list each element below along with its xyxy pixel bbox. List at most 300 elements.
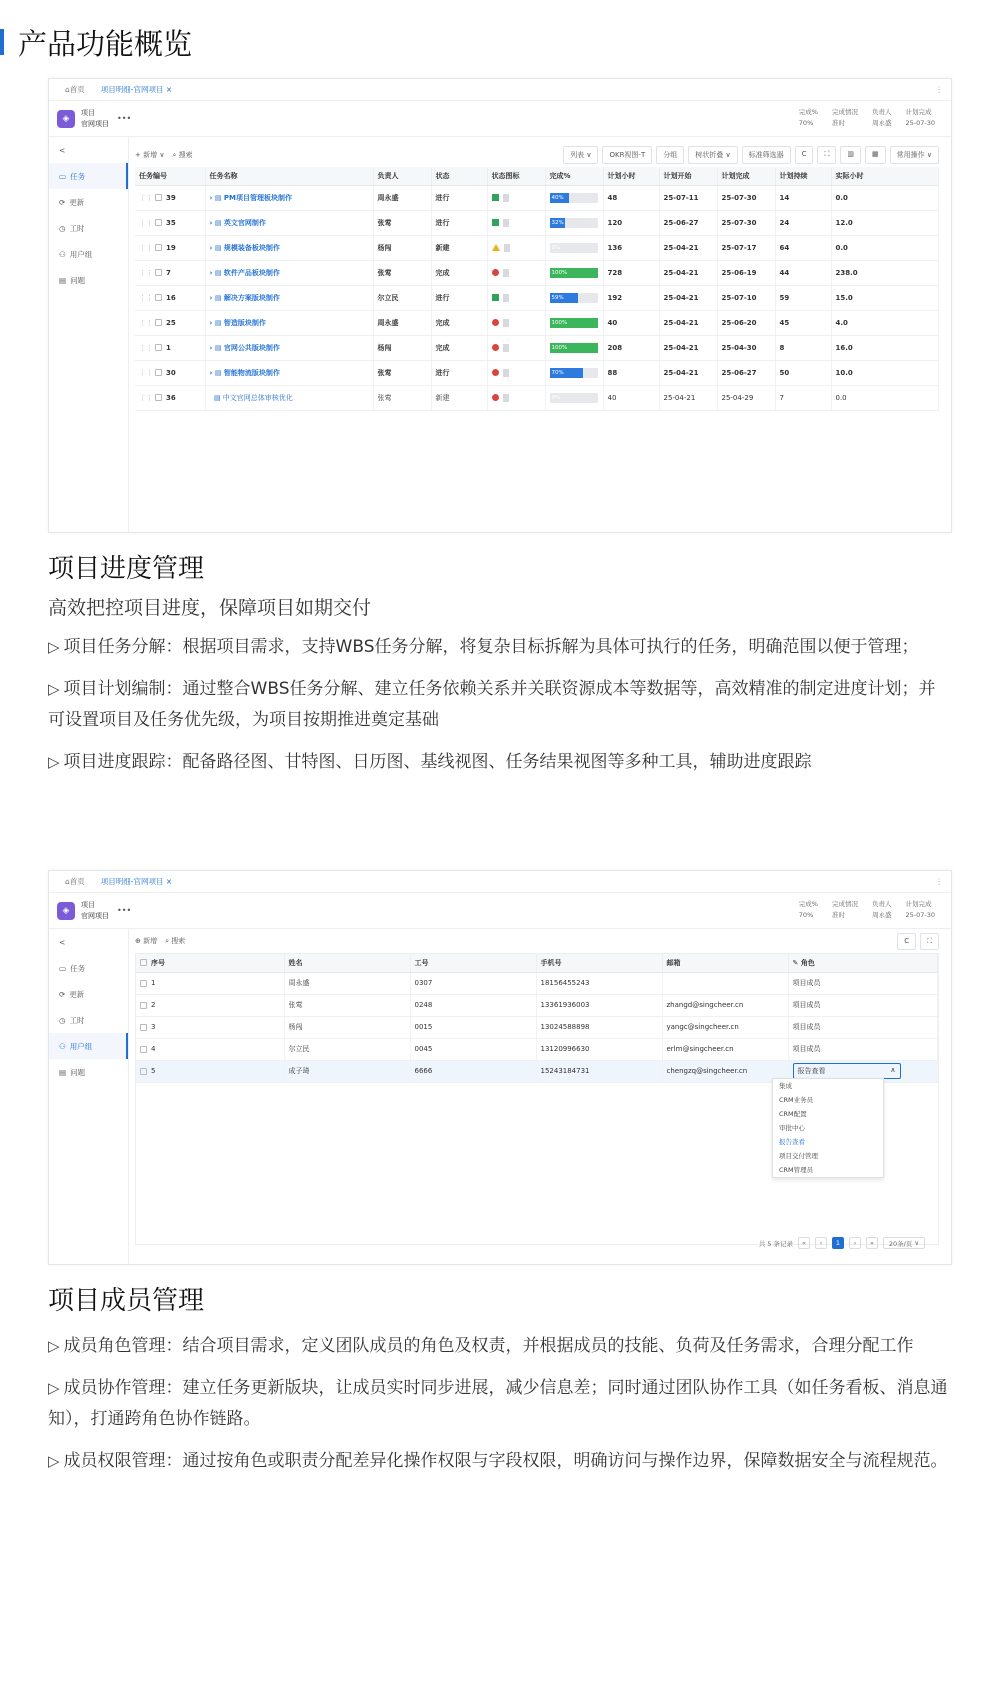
- task-id: 7: [166, 268, 171, 277]
- expand-chevron-icon[interactable]: ›: [209, 368, 215, 377]
- sidebar-icon: ▭: [59, 963, 67, 973]
- progress-cell: [545, 285, 603, 310]
- progress-label: 100%: [551, 269, 568, 276]
- page-size-select[interactable]: 20条/页 ∨: [883, 1237, 925, 1249]
- status-icon-cell: [487, 235, 545, 260]
- note-icon[interactable]: [503, 194, 509, 202]
- task-hours: 48: [603, 185, 659, 210]
- task-name-cell[interactable]: [205, 285, 373, 310]
- sidebar-item-label: 任务: [70, 171, 86, 181]
- collapse-icon[interactable]: <: [59, 937, 66, 947]
- table-row[interactable]: [135, 385, 939, 410]
- expand-chevron-icon[interactable]: ›: [209, 268, 215, 277]
- task-status: 完成: [431, 310, 487, 335]
- progress-cell: [545, 185, 603, 210]
- task-name-cell[interactable]: [205, 210, 373, 235]
- member-job: 0045: [410, 1038, 536, 1060]
- task-dur: 45: [775, 310, 831, 335]
- sidebar-icon: ◷: [59, 1015, 66, 1025]
- progress-label: 70%: [551, 369, 564, 376]
- task-name[interactable]: 中文官网总体审核优化: [222, 393, 293, 402]
- task-actual: 0.0: [831, 185, 939, 210]
- task-name-cell[interactable]: [205, 185, 373, 210]
- expand-chevron-icon[interactable]: ›: [209, 343, 215, 352]
- member-section: [48, 1280, 952, 1488]
- task-end: 25-04-30: [717, 335, 775, 360]
- row-checkbox[interactable]: [155, 194, 162, 201]
- toolbar-button-9[interactable]: 常用操作 ∨: [890, 146, 939, 164]
- column-header[interactable]: 实际小时: [831, 167, 939, 185]
- task-id: 1: [166, 343, 171, 352]
- member-name: 杨闯: [284, 1016, 410, 1038]
- project-name: 官网项目: [81, 911, 109, 920]
- progress-label: 100%: [551, 319, 568, 326]
- search-input[interactable]: ⌕ 搜索: [172, 151, 193, 159]
- tab-project[interactable]: 项目明细-官网项目 ×: [100, 877, 173, 886]
- task-dur: 7: [775, 385, 831, 410]
- tab-project[interactable]: 项目明细-官网项目 ×: [100, 85, 173, 94]
- task-doc-icon: ▤: [214, 368, 224, 377]
- sidebar-item-label: 用户组: [69, 1041, 93, 1051]
- member-title: 项目成员管理: [48, 1286, 205, 1316]
- sidebar-icon: ▤: [59, 275, 67, 285]
- row-checkbox[interactable]: [155, 344, 162, 351]
- sidebar-item-label: 任务: [70, 963, 86, 973]
- drag-handle-icon[interactable]: ⋮⋮: [139, 268, 153, 277]
- progress-bar: [550, 368, 598, 378]
- row-checkbox[interactable]: [155, 319, 162, 326]
- sidebar-item-4[interactable]: [49, 1059, 128, 1085]
- column-header[interactable]: 工号: [410, 954, 536, 972]
- sidebar-item-label: 工时: [69, 223, 85, 233]
- row-checkbox[interactable]: [155, 244, 162, 251]
- task-name-cell[interactable]: [205, 260, 373, 285]
- triangle-bullet-icon: ▷: [48, 753, 60, 771]
- column-header[interactable]: 状态: [431, 167, 487, 185]
- column-header[interactable]: 计划开始: [659, 167, 717, 185]
- note-icon[interactable]: [503, 319, 509, 327]
- add-task-button[interactable]: + 新增 ∨: [135, 151, 165, 159]
- column-header[interactable]: 负责人: [373, 167, 431, 185]
- role-option[interactable]: CRM配置: [779, 1110, 807, 1118]
- tab-close-icon[interactable]: ×: [165, 85, 173, 94]
- project-menu-icon[interactable]: •••: [117, 114, 132, 123]
- task-status: 进行: [431, 360, 487, 385]
- drag-handle-icon[interactable]: ⋮⋮: [139, 218, 153, 227]
- task-dur: 50: [775, 360, 831, 385]
- role-option[interactable]: 集成: [779, 1082, 792, 1090]
- column-header[interactable]: 手机号: [536, 954, 662, 972]
- status-indicator-icon: [492, 244, 500, 251]
- select-all-checkbox[interactable]: [140, 959, 147, 966]
- task-owner: 尔立民: [373, 285, 431, 310]
- triangle-bullet-icon: ▷: [48, 1452, 60, 1470]
- sidebar-item-1[interactable]: [49, 981, 128, 1007]
- task-owner: 周永盛: [373, 310, 431, 335]
- pager-total: 共 5 条记录: [758, 1239, 793, 1248]
- stat-0: 完成% 70%: [798, 900, 818, 919]
- toolbar-button-4[interactable]: 标准筛选器: [742, 146, 791, 164]
- status-indicator-icon: [492, 369, 499, 376]
- task-actual: 0.0: [831, 385, 939, 410]
- row-checkbox[interactable]: [155, 394, 162, 401]
- task-status: 新建: [431, 235, 487, 260]
- note-icon[interactable]: [503, 219, 509, 227]
- table-row[interactable]: [136, 1016, 938, 1038]
- task-hours: 40: [603, 385, 659, 410]
- row-checkbox[interactable]: [155, 269, 162, 276]
- progress-label: 32%: [551, 219, 564, 226]
- next-page-icon[interactable]: ›: [849, 1237, 861, 1249]
- role-option[interactable]: 审批中心: [779, 1124, 805, 1132]
- member-no: 2: [151, 1001, 156, 1009]
- column-header[interactable]: 序号: [136, 954, 284, 972]
- toolbar-button-8[interactable]: ▦: [865, 146, 886, 164]
- sidebar-item-2[interactable]: [49, 215, 128, 241]
- sidebar-item-label: 更新: [69, 989, 85, 999]
- task-doc-icon: ▤: [213, 393, 223, 402]
- progress-cell: [545, 235, 603, 260]
- page-1[interactable]: 1: [832, 1237, 844, 1249]
- member-role-cell: 项目成员: [788, 994, 938, 1016]
- first-page-icon[interactable]: «: [798, 1237, 810, 1249]
- member-job: 0015: [410, 1016, 536, 1038]
- task-name[interactable]: 智造版块制作: [223, 318, 266, 327]
- member-no: 5: [151, 1067, 156, 1075]
- note-icon[interactable]: [503, 344, 509, 352]
- column-header[interactable]: ✎ 角色: [788, 954, 938, 972]
- task-end: 25-07-30: [717, 185, 775, 210]
- sidebar-item-0[interactable]: [49, 955, 128, 981]
- task-hours: 208: [603, 335, 659, 360]
- more-icon[interactable]: ⋮: [935, 877, 943, 886]
- task-name-cell[interactable]: [205, 310, 373, 335]
- task-toolbar: [135, 143, 939, 167]
- task-name-cell[interactable]: [205, 235, 373, 260]
- table-row[interactable]: [136, 1038, 938, 1060]
- progress-bar: [550, 243, 598, 253]
- bullet-paragraph: ▷ 成员协作管理：建立任务更新版块，让成员实时同步进展，减少信息差；同时通过团队协作工具（如任务看板、消息通知），打通跨角色协作链路。: [48, 1378, 948, 1429]
- task-end: 25-07-30: [717, 210, 775, 235]
- tab-close-icon[interactable]: ×: [165, 877, 173, 886]
- member-job: 0248: [410, 994, 536, 1016]
- column-header[interactable]: 计划完成: [717, 167, 775, 185]
- note-icon[interactable]: [503, 294, 509, 302]
- row-checkbox[interactable]: [155, 294, 162, 301]
- task-owner: 杨闯: [373, 235, 431, 260]
- member-table-wrap: [135, 953, 939, 1245]
- task-name[interactable]: 英文官网制作: [223, 218, 266, 227]
- status-indicator-icon: [492, 319, 499, 326]
- table-row[interactable]: [135, 210, 939, 235]
- sidebar-item-3[interactable]: [49, 241, 128, 267]
- toolbar-button-2[interactable]: 分组: [656, 146, 684, 164]
- task-id: 19: [166, 243, 176, 252]
- task-name-cell[interactable]: [205, 385, 373, 410]
- task-id: 36: [166, 393, 176, 402]
- task-name[interactable]: 解决方案版块制作: [223, 293, 280, 302]
- column-header[interactable]: 姓名: [284, 954, 410, 972]
- progress-bar: [550, 293, 598, 303]
- column-header[interactable]: 任务编号: [135, 167, 205, 185]
- task-name-cell[interactable]: [205, 360, 373, 385]
- task-doc-icon: ▤: [214, 243, 224, 252]
- progress-bar: [550, 343, 598, 353]
- task-actual: 238.0: [831, 260, 939, 285]
- chevron-up-icon: ∧: [890, 1066, 896, 1074]
- bullet-paragraph: ▷ 项目任务分解：根据项目需求，支持WBS任务分解，将复杂目标拆解为具体可执行的任务，明确范围以便于管理；: [48, 637, 919, 657]
- status-icon-cell: [487, 260, 545, 285]
- stat-3: 计划完成 25-07-30: [905, 900, 935, 919]
- task-dur: 59: [775, 285, 831, 310]
- status-indicator-icon: [492, 194, 499, 201]
- task-main: [135, 143, 939, 411]
- member-job: 0307: [410, 972, 536, 994]
- sidebar-item-label: 问题: [70, 275, 86, 285]
- triangle-bullet-icon: ▷: [48, 1379, 60, 1397]
- task-id: 30: [166, 368, 176, 377]
- drag-handle-icon[interactable]: ⋮⋮: [139, 243, 153, 252]
- toolbar-button-5[interactable]: C: [795, 146, 814, 164]
- table-row[interactable]: [136, 994, 938, 1016]
- task-start: 25-04-21: [659, 335, 717, 360]
- task-end: 25-04-29: [717, 385, 775, 410]
- note-icon[interactable]: [503, 269, 509, 277]
- column-header[interactable]: 邮箱: [662, 954, 788, 972]
- sidebar-icon: ⚇: [59, 249, 66, 259]
- task-id: 25: [166, 318, 176, 327]
- drag-handle-icon[interactable]: ⋮⋮: [139, 393, 153, 402]
- column-header[interactable]: 任务名称: [205, 167, 373, 185]
- stat-2: 负责人 周永盛: [871, 108, 892, 127]
- bullet-paragraph: ▷ 项目计划编制：通过整合WBS任务分解、建立任务依赖关系并关联资源成本等数据等，高效精准的制定进度计划；并可设置项目及任务优先级，为项目按期推进奠定基础: [48, 679, 936, 730]
- task-hours: 88: [603, 360, 659, 385]
- project-label: 项目: [81, 108, 95, 117]
- sidebar-icon: ◷: [59, 223, 66, 233]
- task-hours: 40: [603, 310, 659, 335]
- progress-cell: [545, 310, 603, 335]
- task-doc-icon: ▤: [214, 293, 224, 302]
- task-dur: 64: [775, 235, 831, 260]
- sidebar-icon: ⟳: [59, 989, 66, 999]
- sidebar-item-0[interactable]: [49, 163, 128, 189]
- note-icon[interactable]: [504, 244, 510, 252]
- member-no: 1: [151, 979, 156, 987]
- stat-1: 完成情况 准时: [831, 900, 858, 919]
- status-indicator-icon: [492, 394, 499, 401]
- task-start: 25-04-21: [659, 260, 717, 285]
- table-row[interactable]: [136, 972, 938, 994]
- prev-page-icon[interactable]: ‹: [815, 1237, 827, 1249]
- progress-cell: [545, 385, 603, 410]
- row-checkbox[interactable]: [155, 369, 162, 376]
- sidebar-item-2[interactable]: [49, 1007, 128, 1033]
- stat-3: 计划完成 25-07-30: [905, 108, 935, 127]
- task-hours: 728: [603, 260, 659, 285]
- sidebar: [49, 137, 129, 532]
- row-checkbox[interactable]: [140, 1002, 147, 1009]
- drag-handle-icon[interactable]: ⋮⋮: [139, 293, 153, 302]
- table-row[interactable]: [135, 235, 939, 260]
- task-name[interactable]: PM项目管理板块制作: [223, 193, 292, 202]
- task-id: 16: [166, 293, 176, 302]
- search-icon: ⌕: [172, 151, 177, 159]
- status-indicator-icon: [492, 269, 499, 276]
- status-icon-cell: [487, 210, 545, 235]
- task-owner: 张莺: [373, 210, 431, 235]
- section-title: [0, 22, 192, 62]
- member-email: erlm@singcheer.cn: [662, 1038, 788, 1060]
- task-name[interactable]: 官网公共版块制作: [223, 343, 280, 352]
- status-icon-cell: [487, 385, 545, 410]
- progress-bar: [550, 318, 598, 328]
- member-name: 尔立民: [284, 1038, 410, 1060]
- expand-chevron-icon[interactable]: ›: [209, 243, 215, 252]
- sidebar-item-4[interactable]: [49, 267, 128, 293]
- task-name-cell[interactable]: [205, 335, 373, 360]
- sidebar-item-3[interactable]: [49, 1033, 128, 1059]
- table-row[interactable]: [135, 335, 939, 360]
- table-row[interactable]: [135, 185, 939, 210]
- task-dur: 8: [775, 335, 831, 360]
- progress-bar: [550, 268, 598, 278]
- search-input[interactable]: ⌕ 搜索: [165, 937, 186, 945]
- progress-bar: [550, 218, 598, 228]
- progress-label: 0%: [551, 244, 561, 251]
- drag-handle-icon[interactable]: ⋮⋮: [139, 343, 153, 352]
- triangle-bullet-icon: ▷: [48, 1337, 60, 1355]
- member-email: yangc@singcheer.cn: [662, 1016, 788, 1038]
- task-dur: 14: [775, 185, 831, 210]
- note-icon[interactable]: [503, 394, 509, 402]
- table-row[interactable]: [135, 310, 939, 335]
- member-table: [136, 954, 938, 1083]
- toolbar-right: [563, 146, 939, 164]
- add-member-button[interactable]: ⊕ 新增: [135, 937, 158, 945]
- toolbar-button-1[interactable]: OKR视图-T: [602, 146, 652, 164]
- column-header[interactable]: 计划持续: [775, 167, 831, 185]
- task-doc-icon: ▤: [214, 343, 224, 352]
- tab-bar: [49, 871, 951, 893]
- sidebar-item-1[interactable]: [49, 189, 128, 215]
- task-owner: 张莺: [373, 260, 431, 285]
- column-header[interactable]: 完成%: [545, 167, 603, 185]
- sidebar-icon: ▭: [59, 171, 67, 181]
- member-job: 6666: [410, 1060, 536, 1082]
- progress-bar: [550, 393, 598, 403]
- row-checkbox[interactable]: [140, 1068, 147, 1075]
- progress-cell: [545, 360, 603, 385]
- project-logo-icon: ◈: [57, 110, 75, 128]
- project-menu-icon[interactable]: •••: [117, 906, 132, 915]
- status-icon-cell: [487, 310, 545, 335]
- role-option[interactable]: CRM业务员: [779, 1096, 814, 1104]
- last-page-icon[interactable]: »: [866, 1237, 878, 1249]
- role-option[interactable]: 项目交付管理: [779, 1152, 818, 1160]
- project-stats: [799, 899, 935, 921]
- column-header[interactable]: 状态图标: [487, 167, 545, 185]
- task-doc-icon: ▤: [214, 193, 224, 202]
- toolbar-button-0[interactable]: 列表 ∨: [563, 146, 598, 164]
- task-start: 25-04-21: [659, 360, 717, 385]
- row-checkbox[interactable]: [140, 980, 147, 987]
- bullet-paragraph: ▷ 成员角色管理：结合项目需求，定义团队成员的角色及权责，并根据成员的技能、负荷及任务需求，合理分配工作: [48, 1336, 914, 1356]
- drag-handle-icon[interactable]: ⋮⋮: [139, 368, 153, 377]
- expand-chevron-icon[interactable]: ›: [209, 193, 215, 202]
- refresh-icon[interactable]: C: [897, 933, 916, 950]
- task-name[interactable]: 智能物流版块制作: [223, 368, 280, 377]
- member-phone: 15243184731: [536, 1060, 662, 1082]
- row-checkbox[interactable]: [140, 1046, 147, 1053]
- stat-0: 完成% 70%: [798, 108, 818, 127]
- task-table: [135, 167, 939, 411]
- stat-2: 负责人 周永盛: [871, 900, 892, 919]
- task-start: 25-04-21: [659, 285, 717, 310]
- member-main: [135, 929, 939, 1260]
- fullscreen-icon[interactable]: ⛶: [920, 933, 939, 950]
- role-option[interactable]: CRM管理员: [779, 1166, 814, 1174]
- tab-home[interactable]: ⌂ 首页: [65, 877, 85, 886]
- table-row[interactable]: [135, 260, 939, 285]
- expand-chevron-icon[interactable]: ›: [209, 293, 215, 302]
- toolbar-button-6[interactable]: ⛶: [817, 146, 836, 164]
- progress-title: 项目进度管理: [48, 554, 205, 584]
- task-name[interactable]: 软件产品板块制作: [223, 268, 280, 277]
- search-icon: ⌕: [165, 937, 170, 945]
- column-header[interactable]: 计划小时: [603, 167, 659, 185]
- toolbar-button-7[interactable]: ▥: [840, 146, 861, 164]
- project-name: 官网项目: [81, 119, 109, 128]
- role-select[interactable]: 报告查看 ∧: [793, 1063, 901, 1079]
- member-toolbar: [135, 929, 939, 953]
- task-doc-icon: ▤: [214, 218, 224, 227]
- member-phone: 18156455243: [536, 972, 662, 994]
- task-end: 25-06-27: [717, 360, 775, 385]
- tab-bar: [49, 79, 951, 101]
- status-indicator-icon: [492, 344, 499, 351]
- task-list-screenshot: [48, 78, 952, 533]
- collapse-icon[interactable]: <: [59, 145, 66, 155]
- member-no: 4: [151, 1045, 156, 1053]
- expand-chevron-icon[interactable]: ›: [209, 218, 215, 227]
- note-icon[interactable]: [503, 369, 509, 377]
- toolbar-button-3[interactable]: 树状折叠 ∨: [688, 146, 737, 164]
- table-row[interactable]: [135, 285, 939, 310]
- member-email: chengzq@singcheer.cn: [662, 1060, 788, 1082]
- task-id: 35: [166, 218, 176, 227]
- project-header: [49, 893, 951, 929]
- tab-home[interactable]: ⌂ 首页: [65, 85, 85, 94]
- expand-chevron-icon[interactable]: ›: [209, 318, 215, 327]
- member-phone: 13024588898: [536, 1016, 662, 1038]
- table-row[interactable]: [135, 360, 939, 385]
- member-email: zhangd@singcheer.cn: [662, 994, 788, 1016]
- task-actual: 12.0: [831, 210, 939, 235]
- task-name[interactable]: 规模装备板块制作: [223, 243, 280, 252]
- drag-handle-icon[interactable]: ⋮⋮: [139, 193, 153, 202]
- task-id: 39: [166, 193, 176, 202]
- row-checkbox[interactable]: [140, 1024, 147, 1031]
- task-actual: 4.0: [831, 310, 939, 335]
- row-checkbox[interactable]: [155, 219, 162, 226]
- task-status: 进行: [431, 285, 487, 310]
- triangle-bullet-icon: ▷: [48, 680, 60, 698]
- more-icon[interactable]: ⋮: [935, 85, 943, 94]
- triangle-bullet-icon: ▷: [48, 638, 60, 656]
- progress-label: 40%: [551, 194, 564, 201]
- role-option[interactable]: 报告查看: [779, 1138, 805, 1146]
- drag-handle-icon[interactable]: ⋮⋮: [139, 318, 153, 327]
